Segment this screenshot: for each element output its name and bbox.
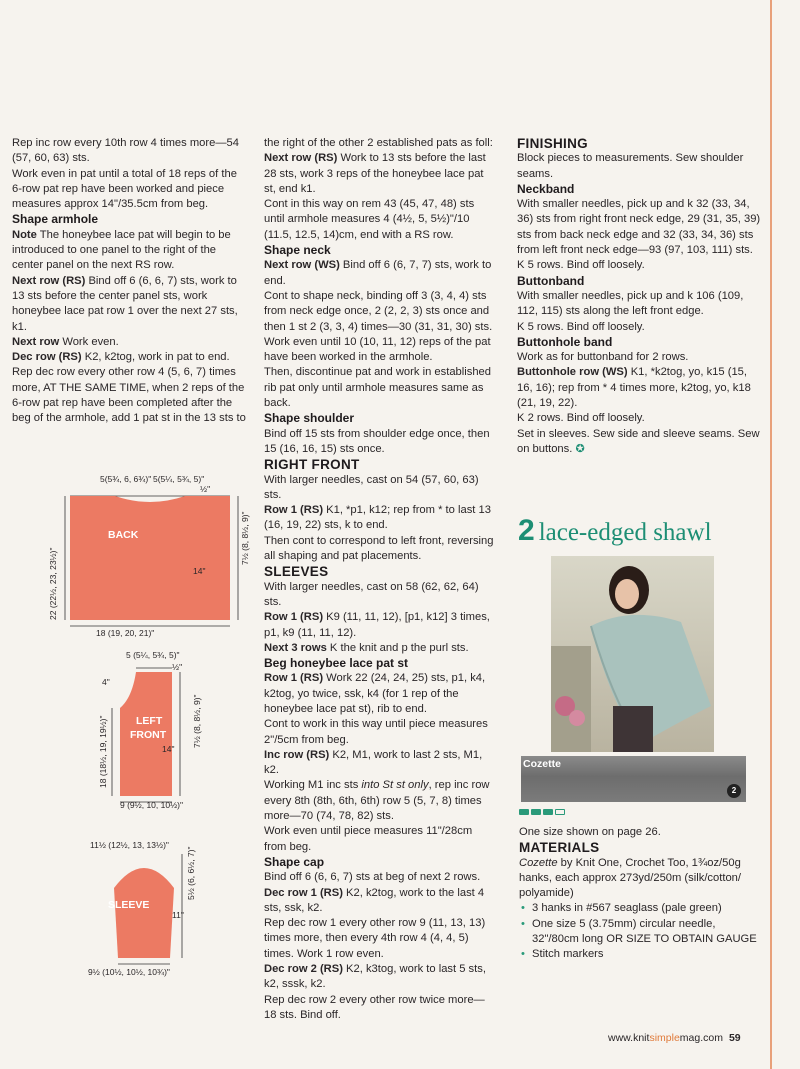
paragraph: [264, 671, 496, 717]
paragraph: Work even until 10 (10, 11, 12) reps of the pat have been worked in the armhole.: [264, 335, 491, 364]
skill-level-pip: [531, 809, 541, 815]
paragraph: [12, 228, 248, 274]
paragraph: [264, 778, 496, 824]
heading-beg-lace: Beg honeybee lace pat st: [264, 656, 409, 671]
schematic-left-front: [92, 648, 212, 808]
dim-right-low: 14": [162, 744, 175, 754]
materials-item: • Stitch markers: [519, 947, 765, 962]
row-text: Work to 13 sts before the last 28 sts, work 3 reps of the honeybee lace pat st, end k1.: [264, 152, 486, 195]
dim-right-top: ½": [200, 484, 211, 494]
row-text: Set in sleeves. Sew side and sleeve seams. Sew on buttons.: [517, 427, 760, 455]
row-text: Work even.: [59, 335, 119, 348]
paragraph: [264, 962, 496, 993]
back-shape: [70, 496, 230, 620]
skill-level-meter: [519, 809, 565, 815]
paragraph: With larger needles, cast on 58 (62, 62, 64) sts.: [264, 580, 479, 608]
paragraph: Rep dec row 2 every other row twice more—18 sts. Bind off.: [264, 993, 485, 1021]
page-edge-line: [770, 0, 772, 1069]
heading-shape-armhole: Shape armhole: [12, 212, 99, 227]
yarn-name: Cozette: [519, 856, 558, 869]
swatch-label: Cozette: [523, 758, 561, 770]
heading-shape-neck: Shape neck: [264, 243, 331, 258]
paragraph: [264, 610, 496, 641]
paragraph: Bind off 6 (6, 6, 7) sts at beg of next 2 rows.: [264, 871, 481, 884]
row-label: Next 3 rows: [264, 641, 327, 654]
end-mark-icon: ✪: [575, 442, 585, 455]
dim-right-top: 5½ (6, 6½, 7)": [186, 846, 196, 900]
column-left: [12, 136, 248, 427]
page-footer: [608, 1032, 741, 1044]
heading-buttonhole-band: Buttonhole band: [517, 334, 613, 349]
heading-right-front: RIGHT FRONT: [264, 457, 360, 473]
footer-url-suffix: mag.com: [679, 1032, 723, 1044]
paragraph: With larger needles, cast on 54 (57, 60, 63) sts.: [264, 473, 479, 501]
row-text: K the knit and p the purl sts.: [326, 641, 469, 654]
row-text: K2, k2tog, work to the last 4 sts, ssk, k2.: [264, 886, 485, 914]
row-label: Buttonhole row (WS): [517, 366, 628, 379]
sleeve-shape: [114, 868, 174, 958]
shawl-materials: [519, 825, 765, 963]
row-text: Bind off 6 (6, 7, 7) sts, work to end.: [264, 259, 492, 287]
photo-face: [615, 579, 639, 609]
paragraph: the right of the other 2 established pats as foll:: [264, 137, 493, 149]
row-label: Dec row (RS): [12, 351, 82, 364]
column-middle: [264, 136, 496, 1023]
paragraph: [264, 503, 496, 534]
row-text: Work 22 (24, 24, 25) sts, p1, k4, k2tog, yo twice, ssk, k4 (for 1 rep of the honeybee lace pat st), rib to end.: [264, 672, 486, 715]
row-text: K9 (11, 11, 12), [p1, k12] 3 times, p1, k9 (11, 11, 12).: [264, 611, 490, 639]
sleeve-label: SLEEVE: [108, 899, 150, 911]
row-text: The honeybee lace pat will begin to be introduced to one panel to the right of the center panel on the next RS row.: [12, 228, 231, 272]
row-text: K1, *p1, k12; rep from * to last 13 (16, 19, 22) sts, k to end.: [264, 504, 491, 532]
schematic-sleeve: [86, 838, 216, 978]
paragraph: Block pieces to measurements. Sew shoulder seams.: [517, 152, 744, 180]
paragraph: [264, 641, 496, 656]
heading-neckband: Neckband: [517, 181, 575, 196]
paragraph: [264, 151, 496, 197]
paragraph: [517, 427, 763, 458]
dim-top: 11½ (12½, 13, 13½)": [90, 840, 169, 850]
row-label: Next row (RS): [264, 152, 338, 165]
dim-right-mid: 7½ (8, 8½, 9)": [192, 694, 202, 748]
row-label: Next row (WS): [264, 259, 340, 272]
heading-shape-shoulder: Shape shoulder: [264, 411, 355, 426]
paragraph: Work even in pat until a total of 18 reps of the 6-row pat rep have been worked and piece measures approx 14"/35.5cm from beg.: [12, 167, 237, 211]
row-label: Row 1 (RS): [264, 611, 324, 624]
dim-right-top: ½": [172, 662, 183, 672]
paragraph: Then cont to correspond to left front, reversing all shaping and pat placements.: [264, 534, 494, 563]
dim-top-right: 5(5¼, 5¾, 5)": [153, 474, 205, 484]
paragraph: Cont to shape neck, binding off 3 (3, 4, 4) sts from neck edge once, 2 (2, 2, 3) sts once and then 1 st 2 (3, 3, 4) times—30 (31, 31, 30) sts.: [264, 289, 493, 333]
skill-level-pip: [543, 809, 553, 815]
footer-url-highlight: simple: [649, 1032, 680, 1044]
dim-right-mid: 7½ (8, 8½, 9)": [240, 511, 250, 565]
pattern-title: [518, 514, 712, 548]
paragraph: [12, 274, 248, 335]
row-text: K2, k3tog, work to last 5 sts, k2, sssk, k2.: [264, 963, 486, 991]
footer-url-prefix: www.knit: [608, 1032, 650, 1044]
row-label: Next row (RS): [12, 274, 86, 287]
paragraph: Cont in this way on rem 43 (45, 47, 48) sts until armhole measures 4 (4½, 5, 5½)"/10 (11.5, 12.5, 14)cm, end with a RS row.: [264, 198, 475, 241]
dim-left-top: 4": [102, 677, 110, 687]
yarn-text: by Knit One, Crochet Too, 1¾oz/50g hanks, each approx 273yd/250m (silk/cotton/ polyamide): [519, 856, 742, 900]
paragraph: [517, 365, 763, 411]
dim-left: 22 (22½, 23, 23½)": [48, 547, 58, 620]
skill-level-pip: [555, 809, 565, 815]
heading-buttonband: Buttonband: [517, 273, 585, 288]
materials-item: • One size 5 (3.75mm) circular needle, 32"/80cm long OR SIZE TO OBTAIN GAUGE: [519, 917, 765, 948]
paragraph: Rep dec row 1 every other row 9 (11, 13, 13) times more, then every 4th row 4 (4, 4, 5) times. Work 1 row even.: [264, 917, 486, 960]
materials-item: • 3 hanks in #567 seaglass (pale green): [519, 901, 765, 916]
paragraph: Rep inc row every 10th row 4 times more—54 (57, 60, 63) sts.: [12, 137, 239, 165]
row-text: Bind off 6 (6, 6, 7) sts, work to 13 sts before the center panel sts, work honeybee lace pat row 1 over the next 27 sts, k1.: [12, 274, 238, 333]
row-label: Row 1 (RS): [264, 672, 324, 685]
row-text: K2, k2tog, work in pat to end. Rep dec row every other row 4 (5, 6, 7) times more, AT THE SAME TIME, when 2 reps of the 6-row pat rep have been completed after the beg of the armhole, add 1 pat st in the 13 sts to: [12, 351, 246, 425]
paragraph: [264, 258, 496, 289]
dim-right-low: 11": [172, 910, 184, 920]
paragraph: Work as for buttonband for 2 rows.: [517, 351, 689, 364]
photo-flowers: [569, 710, 585, 726]
row-label: Inc row (RS): [264, 748, 330, 761]
dim-top: 5 (5¼, 5¾, 5)": [126, 650, 180, 660]
paragraph: [264, 748, 496, 779]
heading-materials: MATERIALS: [519, 840, 600, 856]
yarn-swatch: [521, 756, 746, 802]
row-label: Dec row 2 (RS): [264, 963, 343, 976]
row-text: , rep inc row every 8th (8th, 6th, 6th) row 5 (5, 7, 8) times more—70 (74, 78, 82) sts.: [264, 779, 490, 823]
paragraph: Work even until piece measures 11"/28cm from beg.: [264, 825, 473, 853]
page-number: 59: [728, 1032, 741, 1044]
dim-right-low: 14": [193, 566, 206, 576]
dim-bottom: 18 (19, 20, 21)": [96, 628, 155, 638]
heading-shape-cap: Shape cap: [264, 854, 325, 869]
row-text: K1, *k2tog, yo, k15 (15, 16, 16); rep from * 4 times more, k2tog, yo, k18 (21, 19, 22).: [517, 366, 751, 410]
dim-top-left: 5(5¾, 6, 6¾)": [100, 474, 152, 484]
dim-bottom: 9 (9½, 10, 10½)": [120, 800, 184, 810]
left-front-label-line2: FRONT: [130, 729, 167, 741]
row-label: Dec row 1 (RS): [264, 886, 343, 899]
photo-skirt: [613, 706, 653, 752]
yarn-description: [519, 856, 765, 902]
paragraph: [264, 886, 496, 917]
paragraph: [12, 350, 248, 426]
heading-sleeves: SLEEVES: [264, 564, 329, 580]
column-right: [517, 136, 763, 457]
materials-list: [519, 901, 765, 962]
row-label: Row 1 (RS): [264, 504, 324, 517]
row-text: K2, M1, work to last 2 sts, M1, k2.: [264, 748, 483, 777]
pattern-number: 2: [518, 514, 535, 547]
row-label: Note: [12, 228, 37, 241]
paragraph: Then, discontinue pat and work in established rib pat only until armhole measures same as back.: [264, 366, 492, 410]
size-note: One size shown on page 26.: [519, 826, 661, 838]
paragraph: K 2 rows. Bind off loosely.: [517, 412, 645, 425]
paragraph: With smaller needles, pick up and k 106 (109, 112, 115) sts along the left front edge.: [517, 289, 744, 318]
schematic-back: [40, 470, 260, 640]
swatch-badge: 2: [727, 784, 741, 798]
dim-left: 18 (18½, 19, 19½)": [98, 715, 108, 788]
emphasis: into St st only: [361, 779, 429, 792]
row-label: Next row: [12, 335, 60, 348]
skill-level-pip: [519, 809, 529, 815]
pattern-title-text: lace-edged shawl: [538, 519, 712, 546]
row-text: Working M1 inc sts: [264, 779, 362, 792]
paragraph: Cont to work in this way until piece measures 2"/5cm from beg.: [264, 718, 488, 746]
left-front-label-line1: LEFT: [136, 715, 163, 727]
paragraph: With smaller needles, pick up and k 32 (33, 34, 36) sts from right front neck edge, 29 (31, 35, 39) sts from back neck edge and 32 (33, 34, 36) sts from left front neck edge—93 (97, 103, 111) sts.: [517, 198, 761, 257]
paragraph: K 5 rows. Bind off loosely.: [517, 259, 645, 272]
paragraph: [12, 335, 248, 350]
back-label: BACK: [108, 529, 139, 541]
heading-finishing: FINISHING: [517, 136, 588, 151]
paragraph: Bind off 15 sts from shoulder edge once, then 15 (16, 16, 15) sts once.: [264, 427, 490, 455]
shawl-photo: [551, 556, 714, 752]
paragraph: K 5 rows. Bind off loosely.: [517, 320, 645, 333]
dim-bottom: 9½ (10½, 10½, 10¾)": [88, 967, 170, 977]
